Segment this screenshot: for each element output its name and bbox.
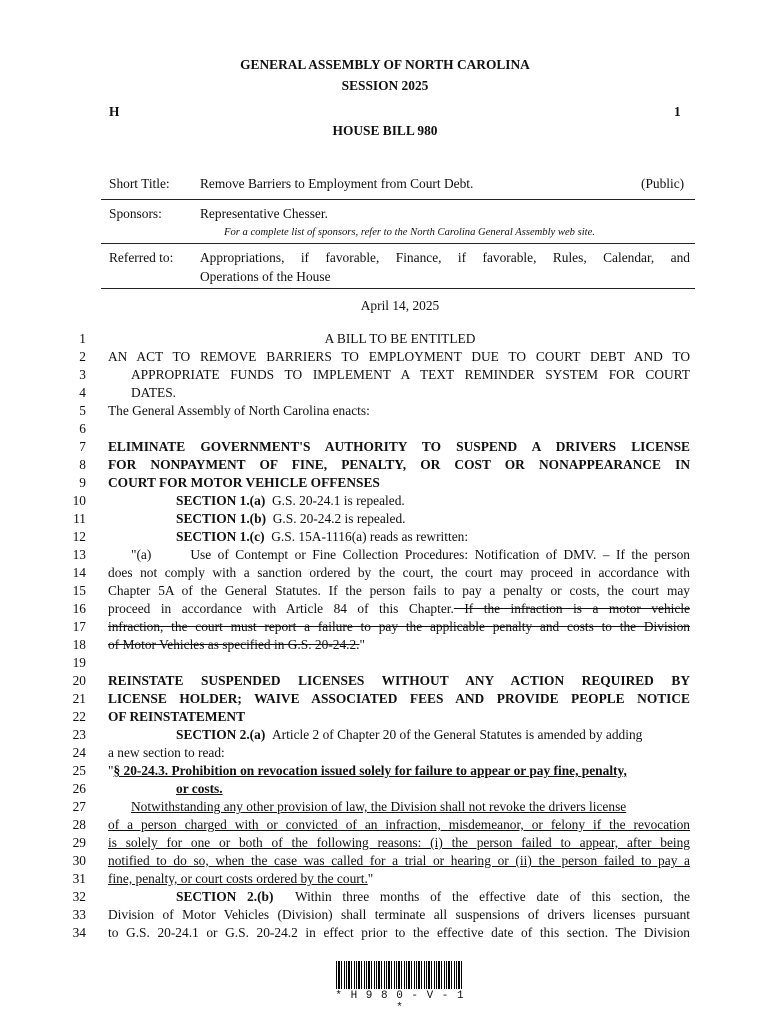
section-text: G.S. 20-24.1 is repealed. <box>272 493 405 508</box>
inserted-text: fine, penalty, or court costs ordered by the court. <box>108 871 368 886</box>
new-section-heading <box>108 763 690 779</box>
line-number: 16 <box>72 601 86 616</box>
section-line <box>176 889 690 905</box>
part-heading: REINSTATE SUSPENDED LICENSES WITHOUT ANY ACTION REQUIRED BY <box>108 673 690 688</box>
short-title: Remove Barriers to Employment from Court Debt. <box>200 176 474 191</box>
section-text: G.S. 15A-1116(a) reads as rewritten: <box>271 529 469 544</box>
line-number: 22 <box>72 709 86 724</box>
line-number: 27 <box>72 799 86 814</box>
line-number: 8 <box>79 457 86 472</box>
line-number: 3 <box>79 367 86 382</box>
line-number: 17 <box>72 619 86 634</box>
inserted-text: is solely for one or both of the following reasons: (i) the person failed to appear, after being <box>108 835 690 850</box>
section-text: Within three months of the effective date of this section, the <box>294 889 690 904</box>
line-number: 10 <box>72 493 86 508</box>
line-number: 14 <box>72 565 86 580</box>
referred-committees-cont: Operations of the House <box>200 269 331 284</box>
deleted-text: If the infraction is a motor vehicle <box>453 601 690 616</box>
part-heading: OF REINSTATEMENT <box>108 709 246 724</box>
chamber-mark: H <box>109 104 120 119</box>
closing-quote: " <box>359 637 365 652</box>
line-number: 13 <box>72 547 86 562</box>
line-number: 7 <box>79 439 86 454</box>
sponsors: Representative Chesser. <box>200 206 328 221</box>
deleted-text: infraction, the court must report a failure to pay the applicable penalty and costs to the Division <box>108 619 690 634</box>
statute-text: to G.S. 20-24.1 or G.S. 20-24.2 in effect prior to the effective date of this section. The Division <box>108 925 690 940</box>
bill-entitle: A BILL TO BE ENTITLED <box>324 331 476 346</box>
section-label: SECTION 2.(a) <box>176 727 266 742</box>
section-line <box>176 529 686 545</box>
inserted-text: or costs. <box>176 781 223 796</box>
barcode-image <box>336 961 464 989</box>
line-number: 28 <box>72 817 86 832</box>
line-number: 9 <box>79 475 86 490</box>
line-number: 32 <box>72 889 86 904</box>
line-number: 11 <box>73 511 86 526</box>
line-number: 2 <box>79 349 86 364</box>
section-line <box>176 727 690 743</box>
public-tag: (Public) <box>641 176 685 191</box>
section-label: SECTION 1.(a) <box>176 493 266 508</box>
part-heading: FOR NONPAYMENT OF FINE, PENALTY, OR COST OR NONAPPEARANCE IN <box>108 457 690 472</box>
statute-text: a new section to read: <box>108 745 225 760</box>
line-number: 18 <box>72 637 86 652</box>
line-number: 24 <box>72 745 86 760</box>
line-number: 5 <box>79 403 86 418</box>
section-label: SECTION 2.(b) <box>176 889 274 904</box>
sponsors-note: For a complete list of sponsors, refer to the North Carolina General Assembly web site. <box>224 227 595 238</box>
assembly-title: GENERAL ASSEMBLY OF NORTH CAROLINA <box>240 57 530 72</box>
line-number: 29 <box>72 835 86 850</box>
short-title-label: Short Title: <box>109 176 170 191</box>
section-label: SECTION 1.(c) <box>176 529 265 544</box>
referred-label: Referred to: <box>109 250 174 265</box>
opening-quote: " <box>108 763 114 778</box>
line-number: 30 <box>72 853 86 868</box>
line-number: 34 <box>72 925 86 940</box>
line-number: 12 <box>72 529 86 544</box>
line-number: 23 <box>72 727 86 742</box>
line-number: 15 <box>72 583 86 598</box>
line-number: 4 <box>79 385 86 400</box>
line-number: 33 <box>72 907 86 922</box>
divider <box>101 199 695 200</box>
divider <box>101 288 695 289</box>
line-number: 31 <box>72 871 86 886</box>
statute-text: Chapter 5A of the General Statutes. If the person fails to pay a penalty or costs, the court may <box>108 583 690 598</box>
act-title-cont: APPROPRIATE FUNDS TO IMPLEMENT A TEXT REMINDER SYSTEM FOR COURT <box>131 367 690 382</box>
barcode-text: * H 9 8 0 - V - 1 * <box>335 990 465 1014</box>
statute-text <box>108 871 690 887</box>
statute-text <box>108 601 690 617</box>
session-title: SESSION 2025 <box>341 78 429 93</box>
inserted-text: notified to do so, when the case was called for a trial or hearing or (ii) the person failed to pay a <box>108 853 690 868</box>
section-line <box>176 511 686 527</box>
statute-text: does not comply with a sanction ordered by the court, the court may proceed in accordance with <box>108 565 690 580</box>
line-number: 20 <box>72 673 86 688</box>
act-title: AN ACT TO REMOVE BARRIERS TO EMPLOYMENT DUE TO COURT DEBT AND TO <box>108 349 690 364</box>
sponsors-label: Sponsors: <box>109 206 162 221</box>
section-line <box>176 493 686 509</box>
statute-text <box>108 637 690 653</box>
line-number: 26 <box>72 781 86 796</box>
statute-text: "(a) Use of Contempt or Fine Collection Procedures: Notification of DMV. – If the person <box>131 547 690 562</box>
deleted-text: of Motor Vehicles as specified in G.S. 20-24.2. <box>108 637 360 652</box>
line-number: 1 <box>79 331 86 346</box>
section-text: G.S. 20-24.2 is repealed. <box>272 511 406 526</box>
section-label: SECTION 1.(b) <box>176 511 267 526</box>
kept-text: proceed in accordance with Article 84 of this Chapter. <box>108 601 454 616</box>
part-heading: LICENSE HOLDER; WAIVE ASSOCIATED FEES AND PROVIDE PEOPLE NOTICE <box>108 691 690 706</box>
enacting-clause: The General Assembly of North Carolina enacts: <box>108 403 370 418</box>
inserted-text: § 20-24.3. Prohibition on revocation issued solely for failure to appear or pay fine, penalty, <box>113 763 627 778</box>
line-number: 21 <box>72 691 86 706</box>
referred-committees: Appropriations, if favorable, Finance, if favorable, Rules, Calendar, and <box>200 250 690 265</box>
line-number: 6 <box>79 421 86 436</box>
part-heading: COURT FOR MOTOR VEHICLE OFFENSES <box>108 475 380 490</box>
inserted-text: of a person charged with or convicted of an infraction, misdemeanor, or felony if the revocation <box>108 817 690 832</box>
inserted-text: Notwithstanding any other provision of law, the Division shall not revoke the drivers license <box>131 799 627 814</box>
part-heading: ELIMINATE GOVERNMENT'S AUTHORITY TO SUSPEND A DRIVERS LICENSE <box>108 439 690 454</box>
closing-quote: " <box>367 871 374 886</box>
bill-number: HOUSE BILL 980 <box>332 123 438 138</box>
act-title-end: DATES. <box>131 385 177 400</box>
divider <box>101 243 695 244</box>
line-number: 19 <box>72 655 86 670</box>
bill-date: April 14, 2025 <box>360 298 440 313</box>
section-text: Article 2 of Chapter 20 of the General Statutes is amended by adding <box>272 727 643 742</box>
statute-text: Division of Motor Vehicles (Division) shall terminate all suspensions of drivers licenses pursuant <box>108 907 690 922</box>
line-number: 25 <box>72 763 86 778</box>
version-number: 1 <box>674 104 681 119</box>
